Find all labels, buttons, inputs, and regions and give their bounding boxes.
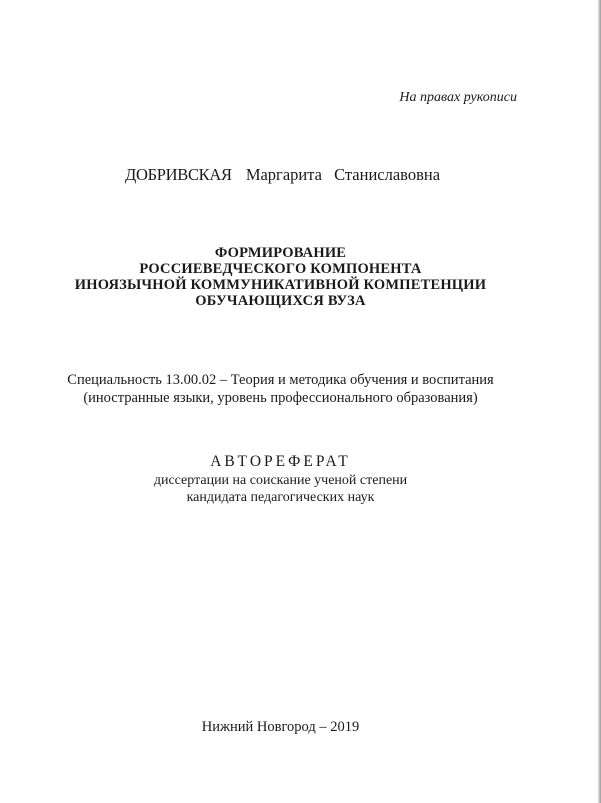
manuscript-note: На правах рукописи — [399, 90, 517, 105]
specialty-subline: (иностранные языки, уровень профессионального образования) — [83, 390, 478, 406]
degree-field-line: кандидата педагогических наук — [186, 490, 375, 505]
specialty-block — [0, 371, 561, 407]
author-patronymic: Станиславовна — [334, 165, 441, 184]
place-year: Нижний Новгород – 2019 — [201, 719, 360, 735]
title-line: ОБУЧАЮЩИХСЯ ВУЗА — [195, 293, 366, 309]
title-line: ФОРМИРОВАНИЕ — [214, 245, 347, 261]
dissertation-title — [0, 245, 561, 309]
author-given-name: Маргарита — [245, 165, 322, 184]
abstract-heading: АВТОРЕФЕРАТ — [210, 453, 351, 470]
author-name — [125, 165, 440, 185]
author-surname: ДОБРИВСКАЯ — [125, 165, 232, 184]
abstract-block — [0, 452, 561, 506]
specialty-line: Специальность 13.00.02 – Теория и методика обучения и воспитания — [67, 372, 494, 388]
title-line: ИНОЯЗЫЧНОЙ КОММУНИКАТИВНОЙ КОМПЕТЕНЦИИ — [74, 277, 487, 293]
degree-line: диссертации на соискание ученой степени — [153, 473, 408, 488]
title-line: РОССИЕВЕДЧЕСКОГО КОМПОНЕНТА — [139, 261, 422, 277]
